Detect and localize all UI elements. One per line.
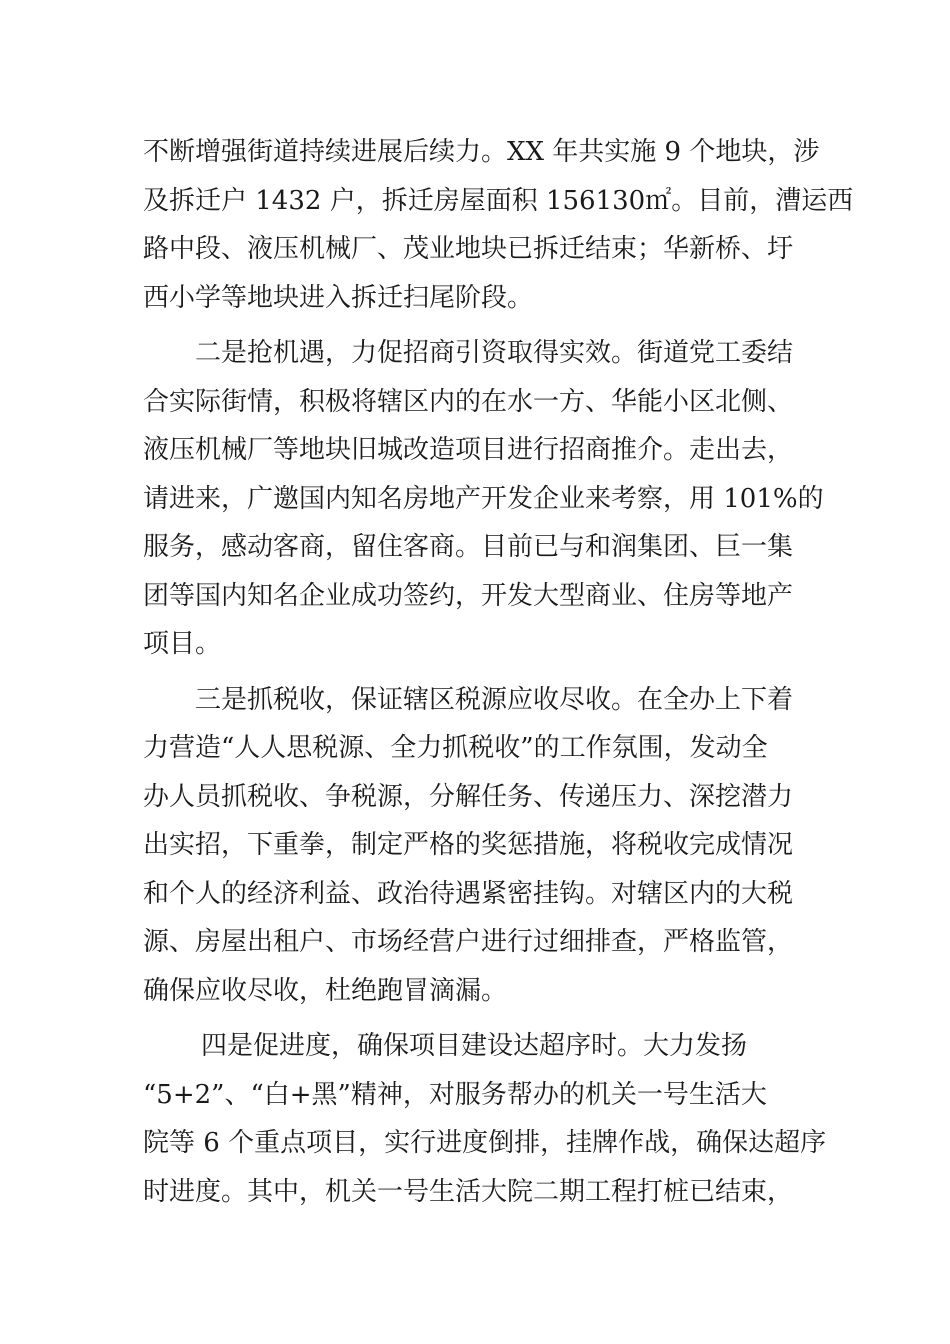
text-line: 请进来，广邀国内知名房地产开发企业来考察，用 101%的 bbox=[143, 483, 824, 514]
text-line: “5+2”、“白+黑”精神，对服务帮办的机关一号生活大 bbox=[143, 1079, 767, 1110]
text-line: 及拆迁户 1432 户，拆迁房屋面积 156130㎡。目前，漕运西 bbox=[143, 185, 854, 216]
text-line: 服务，感动客商，留住客商。目前已与和润集团、巨一集 bbox=[143, 532, 794, 562]
text-line: 院等 6 个重点项目，实行进度倒排，挂牌作战，确保达超序 bbox=[143, 1128, 827, 1158]
paragraph-investment bbox=[143, 329, 824, 669]
paragraph-progress bbox=[143, 1022, 827, 1216]
text-line: 合实际街情，积极将辖区内的在水一方、华能小区北侧、 bbox=[143, 386, 794, 417]
text-line: 西小学等地块进入拆迁扫尾阶段。 bbox=[143, 282, 534, 313]
document-body bbox=[143, 128, 854, 1216]
text-line: 四是促进度，确保项目建设达超序时。大力发扬 bbox=[201, 1031, 748, 1061]
text-line: 不断增强街道持续进展后续力。XX 年共实施 9 个地块，涉 bbox=[143, 137, 820, 167]
paragraph-demolition bbox=[143, 128, 854, 322]
text-line: 和个人的经济利益、政治待遇紧密挂钩。对辖区内的大税 bbox=[143, 878, 794, 909]
text-line: 确保应收尽收，杜绝跑冒滴漏。 bbox=[143, 975, 508, 1006]
text-line: 路中段、液压机械厂、茂业地块已拆迁结束；华新桥、圩 bbox=[143, 234, 794, 264]
text-line: 时进度。其中，机关一号生活大院二期工程打桩已结束， bbox=[143, 1176, 794, 1207]
text-line: 源、房屋出租户、市场经营户进行过细排查，严格监管， bbox=[143, 927, 794, 957]
text-line: 三是抓税收，保证辖区税源应收尽收。在全办上下着 bbox=[195, 684, 794, 715]
text-line: 项目。 bbox=[143, 629, 222, 659]
text-line: 办人员抓税收、争税源，分解任务、传递压力、深挖潜力 bbox=[143, 781, 794, 812]
paragraph-tax bbox=[143, 676, 807, 1016]
text-line: 二是抢机遇，力促招商引资取得实效。街道党工委结 bbox=[195, 338, 794, 368]
text-line: 液压机械厂等地块旧城改造项目进行招商推介。走出去， bbox=[143, 435, 794, 465]
text-line: 出实招，下重拳，制定严格的奖惩措施，将税收完成情况 bbox=[143, 830, 794, 860]
text-line: 团等国内知名企业成功签约，开发大型商业、住房等地产 bbox=[143, 580, 794, 611]
text-line: 力营造“人人思税源、全力抓税收”的工作氛围，发动全 bbox=[143, 733, 768, 763]
